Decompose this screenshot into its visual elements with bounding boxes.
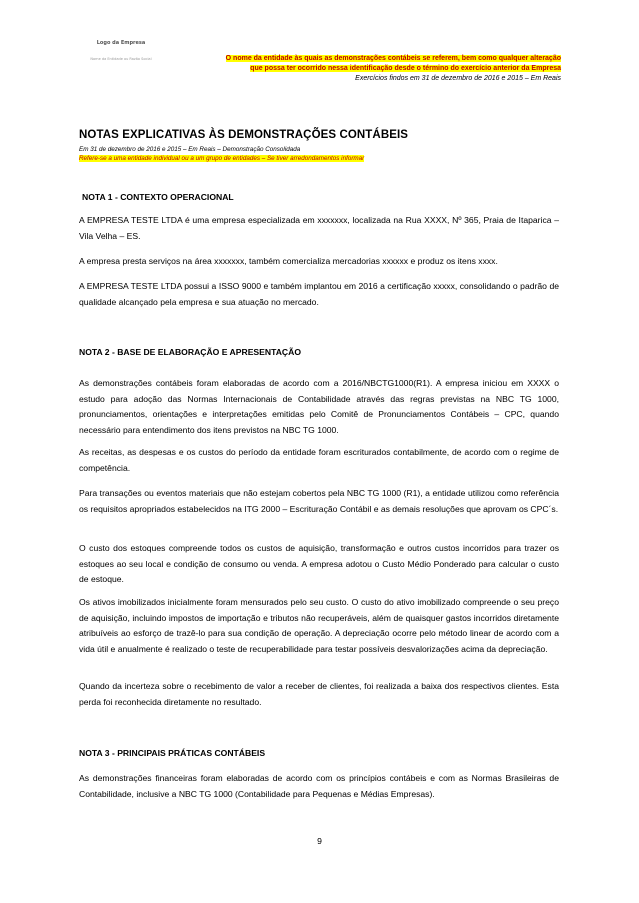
document-title: NOTAS EXPLICATIVAS ÀS DEMONSTRAÇÕES CONTÁBEIS	[79, 129, 409, 141]
nota2-paragraph-5: Os ativos imobilizados inicialmente foram mensurados pelo seu custo. O custo do ativo imobilizado compreende o seu preço de aquisição, incluindo impostos de importação e tributos não recuperáveis, além de quaisquer gastos incorridos diretamente atribuíveis ao esforço de trazê-lo para sua condição de operação. A depreciação ocorre pelo método linear de acordo com a vida útil e anualmente é realizado o teste de recuperabilidade para testar possíveis desvalorizações acima da depreciação.	[79, 597, 559, 654]
nota3-paragraph-1: As demonstrações financeiras foram elaboradas de acordo com os princípios contábeis e com as Normas Brasileiras de Contabilidade, inclusive a NBC TG 1000 (Contabilidade para Pequenas e Médias Empresas).	[79, 773, 559, 799]
nota2-paragraph-2: As receitas, as despesas e os custos do período da entidade foram escriturados contabilmente, de acordo com o regime de competência.	[79, 447, 559, 473]
document-subtitle-note: Refere-se a uma entidade individual ou a um grupo de entidades – Se tiver arredondamentos informar	[79, 155, 365, 162]
logo-title: Logo da Empresa	[96, 40, 146, 46]
page-header	[141, 54, 561, 84]
document-subtitle: Em 31 de dezembro de 2016 e 2015 – Em Reais – Demonstração Consolidada	[79, 146, 301, 153]
nota1-heading: NOTA 1 - CONTEXTO OPERACIONAL	[82, 192, 234, 202]
page-number: 9	[317, 836, 322, 846]
header-highlight-line1: O nome da entidade às quais as demonstrações contábeis se referem, bem como qualquer alteração	[225, 55, 561, 62]
nota3-heading: NOTA 3 - PRINCIPAIS PRÁTICAS CONTÁBEIS	[79, 748, 266, 758]
logo-caption: Nome da Entidade ou Razão Social	[90, 57, 152, 61]
header-period: Exercícios findos em 31 de dezembro de 2016 e 2015 – Em Reais	[355, 75, 561, 82]
nota1-paragraph-3: A EMPRESA TESTE LTDA possui a ISSO 9000 e também implantou em 2016 a certificação xxxxx, consolidando o padrão de qualidade alcançado pela empresa e sua atuação no mercado.	[79, 281, 559, 307]
nota2-paragraph-6: Quando da incerteza sobre o recebimento de valor a receber de clientes, foi realizada a baixa dos respectivos clientes. Esta perda foi reconhecida diretamente no resultado.	[79, 681, 559, 707]
header-highlight-line2: que possa ter ocorrido nessa identificação desde o término do exercício anterior da Empresa	[250, 65, 561, 72]
nota1-paragraph-1: A EMPRESA TESTE LTDA é uma empresa especializada em xxxxxxx, localizada na Rua XXXX, Nº 365, Praia de Itaparica – Vila Velha – ES.	[79, 215, 559, 241]
nota2-heading: NOTA 2 - BASE DE ELABORAÇÃO E APRESENTAÇÃO	[79, 347, 302, 357]
nota2-paragraph-1: As demonstrações contábeis foram elaboradas de acordo com a 2016/NBCTG1000(R1). A empresa iniciou em XXXX o estudo para adoção das Normas Internacionais de Contabilidade através das regras previstas na NBC TG 1000, pronunciamentos, orientações e interpretações emitidas pelo Comitê de Pronunciamentos Contábeis – CPC, quando necessário para entendimento dos itens previstos na NBC TG 1000.	[79, 378, 559, 435]
nota1-paragraph-2: A empresa presta serviços na área xxxxxxx, também comercializa mercadorias xxxxxx e produz os itens xxxx.	[79, 256, 498, 266]
nota2-paragraph-3: Para transações ou eventos materiais que não estejam cobertos pela NBC TG 1000 (R1), a entidade utilizou como referência os requisitos apropriados estabelecidos na ITG 2000 – Escrituração Contábil e as demais resoluções que aprovam os CPC´s.	[79, 488, 559, 514]
nota2-paragraph-4: O custo dos estoques compreende todos os custos de aquisição, transformação e outros custos incorridos para trazer os estoques ao seu local e condição de consumo ou venda. A empresa adotou o Custo Médio Ponderado para calcular o custo de estoque.	[79, 543, 559, 585]
